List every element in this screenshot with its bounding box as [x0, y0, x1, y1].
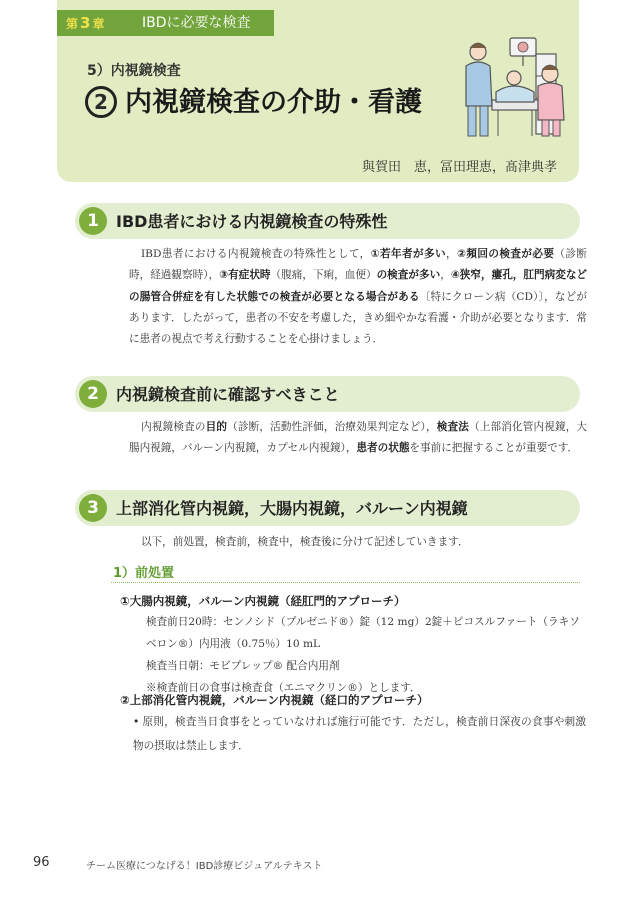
section-1-title: IBD患者における内視鏡検査の特殊性 [116, 212, 388, 231]
item-2-bullet-text: • 原則，検査当日食事をとっていなければ施行可能です．ただし，検査前日深夜の食事や刺激物の摂取は禁止します． [133, 716, 586, 752]
sub-heading: 5）内視鏡検査 [87, 63, 181, 79]
section-3-intro: 以下，前処置，検査前，検査中，検査後に分けて記述していきます． [141, 536, 469, 548]
item-1-line-2: ベロン®）内用液（0.75％）10 mL [146, 638, 321, 650]
section-2-number: 2 [79, 380, 107, 408]
item-1-line-3: 検査当日朝：モビプレップ® 配合内用剤 [146, 660, 340, 672]
dotted-divider [111, 582, 580, 583]
chapter-label: 第 3 章 [66, 14, 105, 32]
bullet-dot: • [133, 716, 140, 728]
title-number-circle: 2 [85, 86, 117, 118]
section-3-number: 3 [79, 494, 107, 522]
chapter-title: IBDに必要な検査 [142, 15, 251, 31]
item-1-line-4: ※検査前日の食事は検査食（エニマクリン®）とします． [146, 682, 421, 694]
page-number: 96 [33, 855, 50, 870]
authors: 與賀田 恵，冨田理恵，髙津典孝 [362, 160, 558, 175]
section-1-number: 1 [79, 207, 107, 235]
item-2-heading: ②上部消化管内視鏡，バルーン内視鏡（経口的アプローチ） [120, 693, 429, 707]
section-3-title: 上部消化管内視鏡，大腸内視鏡，バルーン内視鏡 [116, 499, 468, 518]
page-title: 内視鏡検査の介助・看護 [125, 87, 422, 118]
footer-book-title: チーム医療につなげる！IBD診療ビジュアルテキスト [86, 861, 323, 872]
item-1-line-1: 検査前日20時：センノシド（プルゼニド®）錠（12 mg）2錠＋ピコスルファート（ラキソ [146, 616, 580, 628]
step-heading-pretreatment: 1）前処置 [113, 566, 175, 581]
section-2-paragraph: 内視鏡検査の目的（診断，活動性評価，治療効果判定など），検査法（上部消化管内視鏡，大腸内視鏡，バルーン内視鏡，カプセル内視鏡），患者の状態を事前に把握することが重要です． [129, 421, 588, 455]
section-2-title: 内視鏡検査前に確認すべきこと [116, 385, 340, 404]
endoscopy-illustration [458, 36, 570, 140]
item-1-heading: ①大腸内視鏡，バルーン内視鏡（経肛門的アプローチ） [120, 594, 406, 608]
section-1-paragraph: IBD患者における内視鏡検査の特殊性として，①若年者が多い，②頻回の検査が必要（診断時，経過観察時），③有症状時（腹痛，下痢，血便）の検査が多い，④狭窄，瘻孔，肛門病変などの腸管合併症を有した状態での検査が必要となる場合がある〔特にクローン病（CD）〕，などがあります．したがって，患者の不安を考慮した，きめ細やかな看護・介助が必要となります．常に患者の視点で考え行動することを心掛けましょう． [129, 248, 588, 346]
